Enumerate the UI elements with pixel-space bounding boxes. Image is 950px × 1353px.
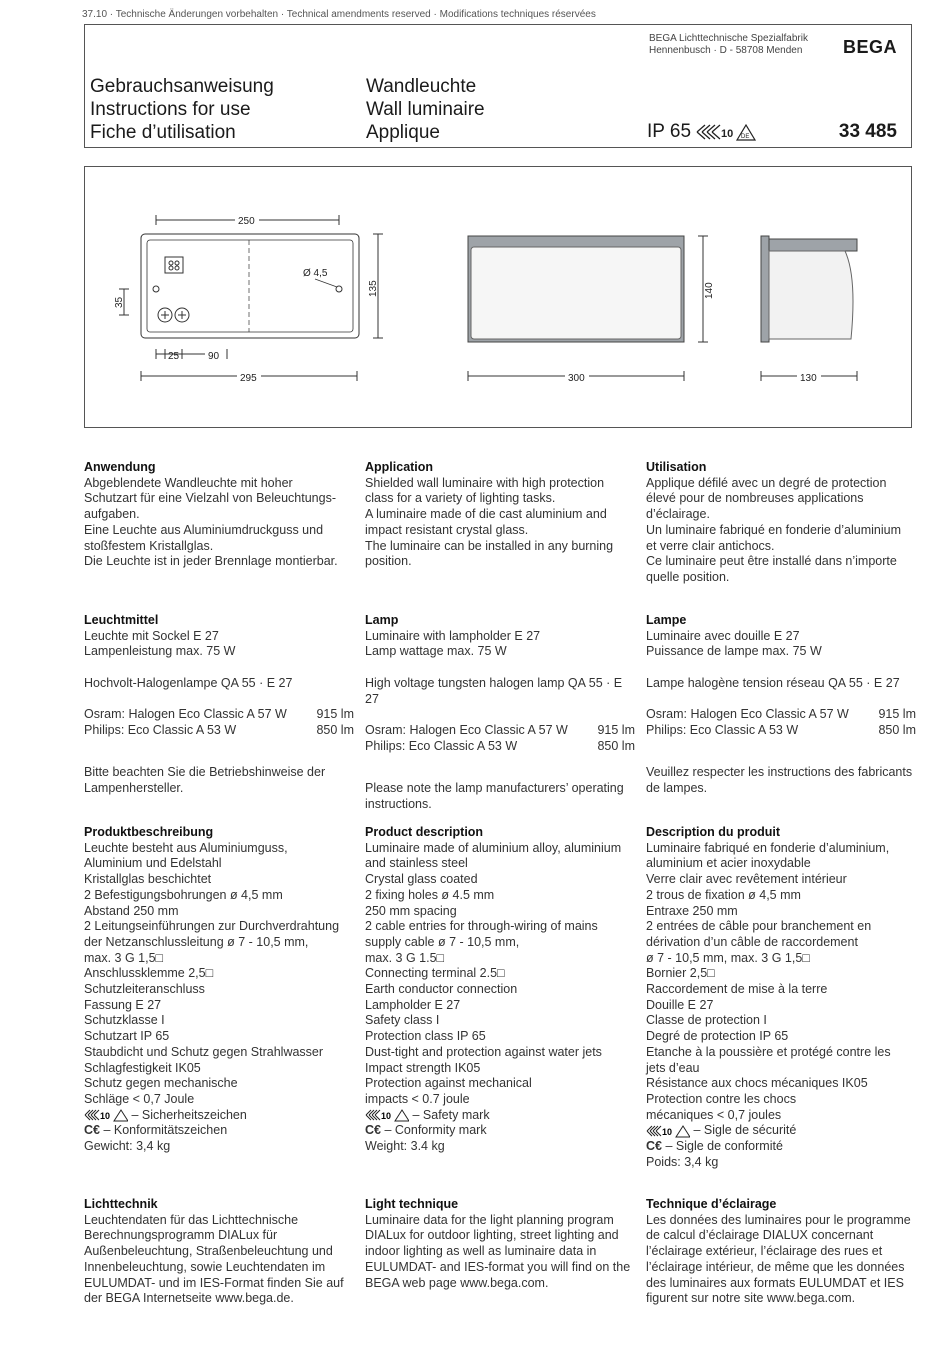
text-line: Luminaire made of aluminium alloy, aluminium <box>365 840 622 855</box>
text-line: max. 3 G 1,5□ <box>84 950 164 965</box>
text-line: Lamp wattage max. 75 W <box>365 644 507 659</box>
ce-mark-text: – Conformity mark <box>384 1123 487 1138</box>
lamp-name: Philips: Eco Classic A 53 W <box>646 722 799 737</box>
text-line: quelle position. <box>646 569 730 584</box>
heading-lamp-de: Leuchtmittel <box>84 613 159 627</box>
text-line: Douille E 27 <box>646 997 714 1012</box>
lamp-flux: 915 lm <box>597 722 635 737</box>
lamp-name: Osram: Halogen Eco Classic A 57 W <box>646 707 849 722</box>
text-line: ø 7 - 10,5 mm, max. 3 G 1,5□ <box>646 950 810 965</box>
text-line: position. <box>365 554 412 569</box>
lamp-flux: 850 lm <box>316 722 354 737</box>
text-line: Lampenhersteller. <box>84 780 184 795</box>
text-line: instructions. <box>365 796 432 811</box>
text-line: Innenbeleuchtung, sowie Leuchtendaten im <box>84 1259 326 1274</box>
heading-application-en: Application <box>365 460 434 474</box>
text-line: Berechnungsprogramm DIALux für <box>84 1228 278 1243</box>
text-line: Safety class I <box>365 1013 440 1028</box>
text-line: High voltage tungsten halogen lamp QA 55 · E 27 <box>365 675 623 706</box>
lamp-row <box>365 723 635 739</box>
text-line: Résistance aux chocs mécaniques IK05 <box>646 1076 868 1091</box>
text-line: Un luminaire fabriqué en fonderie d’aluminium <box>646 522 901 537</box>
lamp-flux: 850 lm <box>597 738 635 753</box>
maker-line-1: BEGA Lichttechnische Spezialfabrik <box>649 33 808 44</box>
lamp-name: Philips: Eco Classic A 53 W <box>365 738 518 753</box>
safety-mark-text: – Sigle de sécurité <box>693 1123 797 1138</box>
safety-mark-line <box>365 1108 635 1124</box>
text-line: Hochvolt-Halogenlampe QA 55 · E 27 <box>84 675 293 690</box>
text-line: Entraxe 250 mm <box>646 903 738 918</box>
text-line: Schutz gegen mechanische <box>84 1076 238 1091</box>
text-line: et verre clair antichocs. <box>646 538 775 553</box>
text-line: Lampholder E 27 <box>365 997 461 1012</box>
lamp-flux: 915 lm <box>878 707 916 722</box>
text-line: Schutzart für eine Vielzahl von Beleuchtungs- <box>84 491 337 506</box>
lamp-name: Osram: Halogen Eco Classic A 57 W <box>84 707 287 722</box>
lamp-flux: 850 lm <box>878 722 916 737</box>
light-technique-de <box>84 1197 354 1307</box>
manufacturer-address <box>649 33 808 57</box>
text-line: Protection against mechanical <box>365 1076 532 1091</box>
text-line: Bitte beachten Sie die Betriebshinweise der <box>84 765 326 780</box>
maker-line-2: Hennenbusch · D - 58708 Menden <box>649 45 803 56</box>
mounting-plate-outline <box>141 234 359 338</box>
text-line: der BEGA Internetseite www.bega.de. <box>84 1291 294 1306</box>
safety-mark-icon <box>695 122 757 142</box>
text-line: DIALux for outdoor lighting, street lighting and <box>365 1228 619 1243</box>
text-line: 2 trous de fixation ø 4,5 mm <box>646 887 801 902</box>
lamp-row <box>84 723 354 739</box>
document-titles <box>90 75 274 144</box>
heading-application-fr: Utilisation <box>646 460 707 474</box>
doc-title-en: Instructions for use <box>90 99 251 120</box>
weight: Gewicht: 3,4 kg <box>84 1139 171 1154</box>
product-description-de <box>84 825 354 1155</box>
text-line: Crystal glass coated <box>365 872 478 887</box>
safety-mark-text: – Sicherheitszeichen <box>131 1107 247 1122</box>
dimension-label-25: 25 <box>168 351 180 362</box>
svg-text:10: 10 <box>381 1111 392 1122</box>
text-line: Applique défilé avec un degré de protection <box>646 475 887 490</box>
text-line: Shielded wall luminaire with high protection <box>365 475 605 490</box>
text-line: figurent sur notre site www.bega.com. <box>646 1291 856 1306</box>
heading-application-de: Anwendung <box>84 460 156 474</box>
light-technique-en <box>365 1197 635 1291</box>
dimension-label-295: 295 <box>240 373 257 384</box>
text-line: indoor lighting as well as luminaire data in <box>365 1244 597 1259</box>
lamp-section-en <box>365 613 635 812</box>
product-description-en <box>365 825 635 1155</box>
svg-text:10: 10 <box>100 1111 111 1122</box>
text-line: Fassung E 27 <box>84 997 162 1012</box>
text-line: Abstand 250 mm <box>84 903 179 918</box>
lamp-name: Osram: Halogen Eco Classic A 57 W <box>365 722 568 737</box>
dimension-label-300: 300 <box>568 373 585 384</box>
heading-light-de: Lichttechnik <box>84 1197 158 1211</box>
text-line: des luminaires aux formats EULUMDAT et IES <box>646 1275 904 1290</box>
text-line: Etanche à la poussière et protégé contre les <box>646 1044 891 1059</box>
dimension-label-130: 130 <box>800 373 817 384</box>
text-line: Schläge < 0,7 Joule <box>84 1091 195 1106</box>
text-line: Schlagfestigkeit IK05 <box>84 1060 201 1075</box>
product-title-en: Wall luminaire <box>366 99 485 120</box>
weight: Weight: 3.4 kg <box>365 1139 445 1154</box>
light-lines <box>646 1213 916 1307</box>
safety-mark-icon <box>365 1108 409 1122</box>
text-line: Leuchte besteht aus Aluminiumguss, <box>84 840 288 855</box>
text-line: jets d’eau <box>646 1060 700 1075</box>
text-line: Dust-tight and protection against water jets <box>365 1044 602 1059</box>
lamp-row <box>646 707 916 723</box>
text-line: Leuchtendaten für das Lichttechnische <box>84 1212 299 1227</box>
product-titles <box>366 75 485 144</box>
heading-product-fr: Description du produit <box>646 825 781 839</box>
terminal-block-icon <box>165 257 183 273</box>
ce-mark-text: – Konformitätszeichen <box>103 1123 228 1138</box>
dimension-label-250: 250 <box>238 216 255 227</box>
lamp-row <box>646 723 916 739</box>
text-line: Die Leuchte ist in jeder Brennlage montierbar. <box>84 554 338 569</box>
text-line: Staubdicht und Schutz gegen Strahlwasser <box>84 1044 324 1059</box>
text-line: l’éclairage intérieur, de même que les données <box>646 1259 905 1274</box>
ip-rating <box>647 121 757 143</box>
product-description-fr <box>646 825 916 1170</box>
text-line: EULUMDAT- and IES-format you will find on the <box>365 1259 631 1274</box>
lamp-section-de <box>84 613 354 797</box>
text-line: Schutzklasse I <box>84 1013 165 1028</box>
luminaire-side-backplate <box>761 236 769 342</box>
heading-lamp-en: Lamp <box>365 613 399 627</box>
text-line: Lampenleistung max. 75 W <box>84 644 236 659</box>
text-line: Protection contre les chocs <box>646 1091 797 1106</box>
text-line: Anschlussklemme 2,5□ <box>84 966 214 981</box>
column-french <box>646 460 916 586</box>
text-line: Impact strength IK05 <box>365 1060 481 1075</box>
text-line: Verre clair avec revêtement intérieur <box>646 872 847 887</box>
lamp-row <box>84 707 354 723</box>
fixing-hole-left-icon <box>153 286 159 292</box>
ce-mark-line <box>646 1139 916 1155</box>
luminaire-lens <box>471 247 681 339</box>
heading-product-de: Produktbeschreibung <box>84 825 214 839</box>
text-line: l’éclairage extérieur, l’éclairage des rues et <box>646 1244 883 1259</box>
text-line: impact resistant crystal glass. <box>365 522 529 537</box>
text-line: de lampes. <box>646 780 708 795</box>
heading-light-fr: Technique d’éclairage <box>646 1197 777 1211</box>
dimension-label-140: 140 <box>704 282 715 299</box>
text-line: Luminaire data for the light planning program <box>365 1212 614 1227</box>
column-german <box>84 460 354 570</box>
text-line: Puissance de lampe max. 75 W <box>646 644 822 659</box>
column-english <box>365 460 635 570</box>
text-line: Veuillez respecter les instructions des fabricants <box>646 765 913 780</box>
text-line: 250 mm spacing <box>365 903 457 918</box>
ce-mark-icon: C€ <box>365 1123 381 1138</box>
lamp-row <box>365 739 635 755</box>
ce-mark-icon: C€ <box>646 1139 662 1154</box>
text-line: dérivation d’un câble de raccordement <box>646 934 858 949</box>
dimension-drawing <box>84 166 912 428</box>
light-lines <box>84 1213 354 1307</box>
text-line: Aluminium und Edelstahl <box>84 856 222 871</box>
text-line: and stainless steel <box>365 856 468 871</box>
heading-light-en: Light technique <box>365 1197 459 1211</box>
text-line: Luminaire avec douille E 27 <box>646 628 800 643</box>
text-line: Kristallglas beschichtet <box>84 872 212 887</box>
safety-mark-icon <box>84 1108 128 1122</box>
article-number: 33 485 <box>838 121 897 142</box>
ip-label: IP 65 <box>647 121 692 142</box>
text-line: The luminaire can be installed in any burning <box>365 538 614 553</box>
revision-note: 37.10 · Technische Änderungen vorbehalten · Technical amendments reserved · Modifications techniques réservées <box>82 9 596 20</box>
text-line: d’éclairage. <box>646 507 710 522</box>
text-line: Schutzleiteranschluss <box>84 982 205 997</box>
brand-logo: BEGA <box>842 37 897 57</box>
text-line: élevé pour de nombreuses applications <box>646 491 864 506</box>
text-line: 2 Befestigungsbohrungen ø 4,5 mm <box>84 887 283 902</box>
product-lines <box>84 841 354 1108</box>
safety-mark-line <box>84 1108 354 1124</box>
svg-text:10: 10 <box>662 1127 673 1138</box>
text-line: Lampe halogène tension réseau QA 55 · E 27 <box>646 675 900 690</box>
text-line: Connecting terminal 2.5□ <box>365 966 505 981</box>
dimension-label-hole: Ø 4,5 <box>303 268 328 279</box>
text-line: Les données des luminaires pour le programme <box>646 1212 911 1227</box>
text-line: 2 cable entries for through-wiring of mains <box>365 919 598 934</box>
text-line: Degré de protection IP 65 <box>646 1029 789 1044</box>
text-line: Luminaire with lampholder E 27 <box>365 628 541 643</box>
text-line: Raccordement de mise à la terre <box>646 982 828 997</box>
text-line: Luminaire fabriqué en fonderie d’aluminium, <box>646 840 890 855</box>
luminaire-side-lens <box>769 251 853 339</box>
heading-lamp-fr: Lampe <box>646 613 687 627</box>
text-line: aufgaben. <box>84 507 140 522</box>
text-line: Schutzart IP 65 <box>84 1029 170 1044</box>
document-header <box>84 24 912 148</box>
text-line: aluminium et acier inoxydable <box>646 856 811 871</box>
weight: Poids: 3,4 kg <box>646 1154 719 1169</box>
text-line: Außenbeleuchtung, Straßenbeleuchtung und <box>84 1244 333 1259</box>
dimension-label-135: 135 <box>368 280 379 297</box>
light-lines <box>365 1213 635 1292</box>
text-line: Eine Leuchte aus Aluminiumdruckguss und <box>84 522 324 537</box>
text-line: stoßfestem Kristallglas. <box>84 538 214 553</box>
doc-title-de: Gebrauchsanweisung <box>90 76 274 97</box>
svg-text:DE: DE <box>741 134 750 140</box>
ik-mark: 10 <box>721 128 734 140</box>
text-line: supply cable ø 7 - 10,5 mm, <box>365 934 520 949</box>
ce-mark-line <box>365 1123 635 1139</box>
product-title-de: Wandleuchte <box>366 76 477 97</box>
heading-product-en: Product description <box>365 825 484 839</box>
text-line: EULUMDAT- und im IES-Format finden Sie auf <box>84 1275 344 1290</box>
text-line: class for a variety of lighting tasks. <box>365 491 556 506</box>
text-line: Bornier 2,5□ <box>646 966 715 981</box>
safety-mark-line <box>646 1123 916 1139</box>
text-line: Leuchte mit Sockel E 27 <box>84 628 219 643</box>
text-line: 2 Leitungseinführungen zur Durchverdrahtung <box>84 919 340 934</box>
text-line: BEGA web page www.bega.com. <box>365 1275 549 1290</box>
text-line: A luminaire made of die cast aluminium and <box>365 507 607 522</box>
dimension-label-90: 90 <box>208 351 220 362</box>
product-lines <box>646 841 916 1124</box>
text-line: Please note the lamp manufacturers’ operating <box>365 780 624 795</box>
safety-mark-icon <box>646 1124 690 1138</box>
lamp-section-fr <box>646 613 916 797</box>
doc-title-fr: Fiche d’utilisation <box>90 122 236 143</box>
light-technique-fr <box>646 1197 916 1307</box>
dimension-label-35: 35 <box>114 296 125 308</box>
text-line: Classe de protection I <box>646 1013 767 1028</box>
lamp-flux: 915 lm <box>316 707 354 722</box>
ce-mark-icon: C€ <box>84 1123 100 1138</box>
product-title-fr: Applique <box>366 122 440 143</box>
text-line: mécaniques < 0,7 joules <box>646 1107 782 1122</box>
lamp-name: Philips: Eco Classic A 53 W <box>84 722 237 737</box>
safety-mark-text: – Safety mark <box>412 1107 490 1122</box>
ce-mark-line <box>84 1123 354 1139</box>
ce-mark-text: – Sigle de conformité <box>665 1139 783 1154</box>
text-line: Earth conductor connection <box>365 982 518 997</box>
product-lines <box>365 841 635 1108</box>
text-line: de calcul d’éclairage DIALUX concernant <box>646 1228 874 1243</box>
text-line: Ce luminaire peut être installé dans n’importe <box>646 554 897 569</box>
text-line: Protection class IP 65 <box>365 1029 486 1044</box>
text-line: impacts < 0.7 joule <box>365 1091 470 1106</box>
text-line: 2 entrées de câble pour branchement en <box>646 919 872 934</box>
text-line: 2 fixing holes ø 4.5 mm <box>365 887 495 902</box>
technical-drawing <box>85 167 911 427</box>
text-line: der Netzanschlussleitung ø 7 - 10,5 mm, <box>84 934 309 949</box>
text-line: Abgeblendete Wandleuchte mit hoher <box>84 475 293 490</box>
text-line: max. 3 G 1.5□ <box>365 950 445 965</box>
